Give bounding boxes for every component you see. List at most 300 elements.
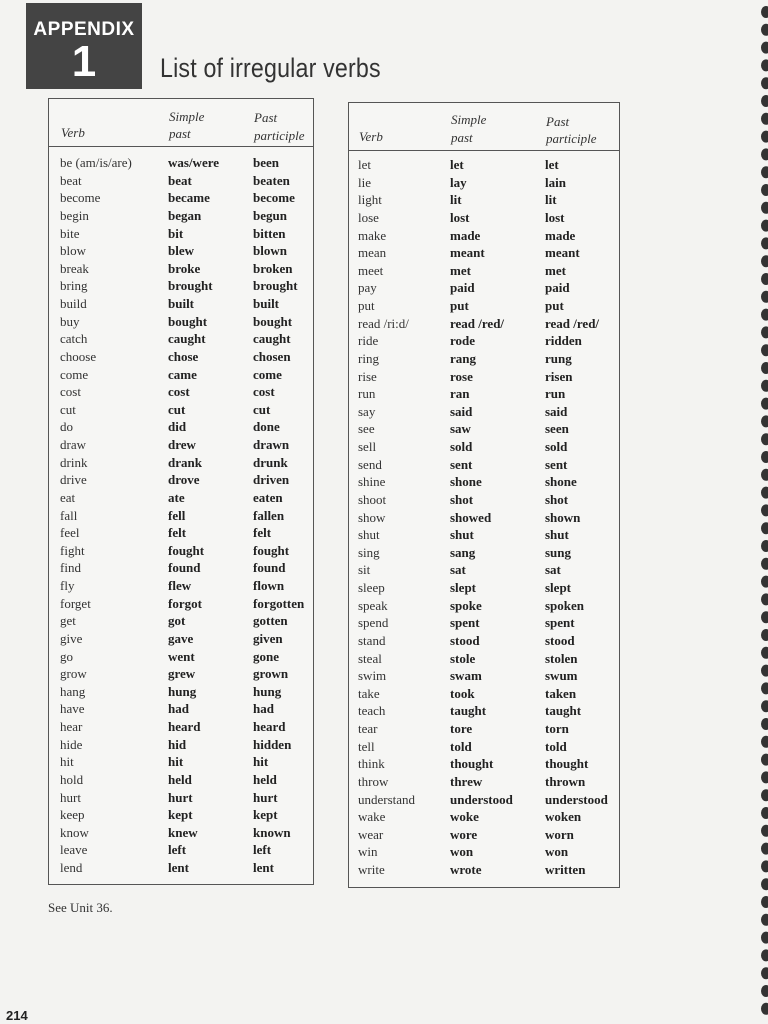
spiral-ring xyxy=(761,896,768,908)
table-row xyxy=(49,542,313,560)
past-participle-cell: stolen xyxy=(545,650,578,666)
simple-past-cell: lit xyxy=(450,192,462,208)
table-row xyxy=(349,685,619,703)
table-header xyxy=(349,103,619,151)
simple-past-cell: meant xyxy=(450,245,485,261)
table-header xyxy=(49,99,313,147)
simple-past-cell: showed xyxy=(450,509,492,525)
verb-cell: hear xyxy=(60,719,83,734)
spiral-ring xyxy=(761,469,768,481)
table-row xyxy=(49,665,313,683)
simple-past-cell: let xyxy=(450,157,464,172)
simple-past-cell: beat xyxy=(168,172,192,188)
spiral-ring xyxy=(761,220,768,232)
verb-cell: wake xyxy=(358,809,386,825)
table-row xyxy=(349,544,619,562)
spiral-ring xyxy=(761,380,768,392)
table-row xyxy=(349,156,619,174)
table-row xyxy=(49,595,313,613)
verb-cell: fly xyxy=(60,578,75,593)
verb-cell: ride xyxy=(358,333,379,349)
table-row xyxy=(349,244,619,262)
verb-cell: build xyxy=(60,296,87,311)
past-participle-cell: gotten xyxy=(253,613,288,629)
verb-cell: lose xyxy=(358,209,379,225)
simple-past-cell: kept xyxy=(168,807,193,823)
table-row xyxy=(349,826,619,844)
past-participle-cell: taught xyxy=(545,703,582,719)
past-participle-cell: shut xyxy=(545,527,569,543)
table-row xyxy=(349,315,619,333)
past-participle-cell: meant xyxy=(545,245,580,261)
past-participle-cell: bought xyxy=(253,313,293,329)
spiral-ring xyxy=(761,202,768,214)
verb-cell: shoot xyxy=(358,491,387,507)
table-row xyxy=(49,789,313,807)
spiral-ring xyxy=(761,647,768,659)
simple-past-cell: built xyxy=(168,296,195,311)
spiral-ring xyxy=(761,771,768,783)
verb-cell: speak xyxy=(358,597,388,613)
table-row xyxy=(49,366,313,384)
spiral-ring xyxy=(761,629,768,641)
table-row xyxy=(49,471,313,489)
table-row xyxy=(49,824,313,842)
verb-cell: write xyxy=(358,862,385,877)
past-participle-cell: heard xyxy=(253,719,286,734)
verb-cell: come xyxy=(60,366,89,382)
spiral-ring xyxy=(761,718,768,730)
verb-cell: spend xyxy=(358,615,389,631)
simple-past-cell: had xyxy=(168,701,189,717)
verb-cell: shine xyxy=(358,474,386,490)
simple-past-cell: went xyxy=(168,648,195,664)
simple-past-cell: taught xyxy=(450,703,487,719)
past-participle-cell: told xyxy=(545,738,567,754)
simple-past-cell: drove xyxy=(168,472,200,488)
past-participle-cell: risen xyxy=(545,368,573,384)
spiral-ring xyxy=(761,24,768,36)
past-participle-cell: caught xyxy=(253,331,291,347)
table-row xyxy=(349,174,619,192)
simple-past-cell: blew xyxy=(168,243,194,259)
spiral-ring xyxy=(761,131,768,143)
verb-cell: drive xyxy=(60,472,87,488)
spiral-ring xyxy=(761,558,768,570)
past-participle-cell: lit xyxy=(545,192,557,208)
spiral-ring xyxy=(761,914,768,926)
table-row xyxy=(349,597,619,615)
table-row xyxy=(349,209,619,227)
verb-cell: say xyxy=(358,403,376,419)
past-participle-cell: drunk xyxy=(253,454,288,470)
simple-past-cell: shut xyxy=(450,527,474,543)
table-row xyxy=(349,332,619,350)
verb-cell: choose xyxy=(60,348,97,364)
header-past-participle-line2: participle xyxy=(254,128,305,143)
table-row xyxy=(49,313,313,331)
past-participle-cell: bitten xyxy=(253,225,286,241)
past-participle-cell: spoken xyxy=(545,597,585,613)
simple-past-cell: read /red/ xyxy=(450,315,505,331)
past-participle-cell: given xyxy=(253,630,283,646)
simple-past-cell: ate xyxy=(168,489,185,505)
spiral-ring xyxy=(761,291,768,303)
table-row xyxy=(49,154,313,172)
past-participle-cell: done xyxy=(253,419,280,435)
past-participle-cell: drawn xyxy=(253,437,290,452)
spiral-ring xyxy=(761,682,768,694)
past-participle-cell: cut xyxy=(253,401,271,417)
past-participle-cell: written xyxy=(545,862,586,877)
simple-past-cell: shot xyxy=(450,491,474,507)
table-row xyxy=(349,191,619,209)
past-participle-cell: read /red/ xyxy=(545,315,600,331)
spiral-ring xyxy=(761,576,768,588)
spiral-ring xyxy=(761,611,768,623)
verb-cell: steal xyxy=(358,650,382,666)
footnote: See Unit 36. xyxy=(48,900,113,915)
spiral-ring xyxy=(761,398,768,410)
simple-past-cell: sold xyxy=(450,439,473,454)
table-row xyxy=(49,630,313,648)
table-row xyxy=(49,172,313,190)
simple-past-cell: held xyxy=(168,771,192,787)
past-participle-cell: made xyxy=(545,227,576,243)
past-participle-cell: grown xyxy=(253,666,289,682)
header-simple-past-line2: past xyxy=(169,126,191,141)
verb-cell: tear xyxy=(358,721,378,736)
spiral-ring xyxy=(761,113,768,125)
simple-past-cell: left xyxy=(168,842,187,858)
verb-cell: bring xyxy=(60,278,88,294)
past-participle-cell: won xyxy=(545,844,569,860)
verb-cell: forget xyxy=(60,595,91,611)
past-participle-cell: felt xyxy=(253,525,272,541)
verb-cell: hit xyxy=(60,754,74,770)
table-row xyxy=(349,791,619,809)
simple-past-cell: spoke xyxy=(450,597,482,613)
verb-cell: shut xyxy=(358,527,380,543)
table-row xyxy=(49,771,313,789)
spiral-ring xyxy=(761,1003,768,1015)
past-participle-cell: broken xyxy=(253,260,293,276)
verb-cell: grow xyxy=(60,666,87,682)
simple-past-cell: was/were xyxy=(168,155,220,170)
simple-past-cell: paid xyxy=(450,280,475,296)
spiral-ring xyxy=(761,789,768,801)
simple-past-cell: sat xyxy=(450,562,466,578)
simple-past-cell: rang xyxy=(450,350,476,366)
verb-cell: rise xyxy=(358,368,377,384)
past-participle-cell: understood xyxy=(545,791,608,807)
table-row xyxy=(349,297,619,315)
simple-past-cell: rose xyxy=(450,368,473,384)
past-participle-cell: ridden xyxy=(545,333,582,349)
page-title: List of irregular verbs xyxy=(160,53,381,83)
simple-past-cell: began xyxy=(168,207,202,223)
verb-cell: keep xyxy=(60,807,85,823)
table-row xyxy=(349,438,619,456)
table-row xyxy=(49,648,313,666)
verb-cell: lie xyxy=(358,174,371,190)
table-row xyxy=(349,526,619,544)
past-participle-cell: blown xyxy=(253,243,287,259)
spiral-ring xyxy=(761,255,768,267)
verb-cell: drink xyxy=(60,454,88,470)
simple-past-cell: told xyxy=(450,738,472,754)
verb-cell: run xyxy=(358,386,376,402)
header-simple-past-line2: past xyxy=(451,130,473,145)
past-participle-cell: thought xyxy=(545,756,589,772)
verb-cell: hurt xyxy=(60,789,81,805)
simple-past-cell: fell xyxy=(168,507,186,523)
spiral-ring xyxy=(761,148,768,160)
verb-cell: buy xyxy=(60,313,80,329)
past-participle-cell: brought xyxy=(253,278,298,294)
simple-past-cell: ran xyxy=(450,386,470,402)
table-row xyxy=(349,702,619,720)
past-participle-cell: built xyxy=(253,296,280,311)
verb-cell: sleep xyxy=(358,580,385,595)
spiral-ring xyxy=(761,736,768,748)
past-participle-cell: found xyxy=(253,560,286,576)
simple-past-cell: understood xyxy=(450,791,513,807)
verb-cell: bite xyxy=(60,225,80,241)
simple-past-cell: stole xyxy=(450,650,476,666)
simple-past-cell: put xyxy=(450,298,469,313)
simple-past-cell: lost xyxy=(450,209,470,225)
past-participle-cell: become xyxy=(253,190,295,206)
table-row xyxy=(49,401,313,419)
past-participle-cell: beaten xyxy=(253,172,290,188)
simple-past-cell: took xyxy=(450,685,475,701)
simple-past-cell: gave xyxy=(168,630,194,646)
spiral-ring xyxy=(761,362,768,374)
past-participle-cell: lain xyxy=(545,174,566,190)
spiral-ring xyxy=(761,95,768,107)
header-simple-past-line1: Simple xyxy=(451,112,487,127)
simple-past-cell: bit xyxy=(168,225,184,241)
spiral-ring xyxy=(761,237,768,249)
spiral-ring xyxy=(761,487,768,499)
verb-cell: have xyxy=(60,701,85,717)
past-participle-cell: seen xyxy=(545,421,569,437)
verb-cell: hide xyxy=(60,736,83,752)
simple-past-cell: hit xyxy=(168,754,184,770)
spiral-ring xyxy=(761,166,768,178)
past-participle-cell: shown xyxy=(545,509,581,525)
table-row xyxy=(49,753,313,771)
past-participle-cell: let xyxy=(545,157,559,172)
simple-past-cell: sang xyxy=(450,544,476,560)
verb-cell: swim xyxy=(358,668,387,684)
header-past-participle-line1: Past xyxy=(546,114,570,129)
verb-cell: feel xyxy=(60,525,80,541)
table-row xyxy=(349,861,619,879)
verb-cell: find xyxy=(60,560,81,576)
past-participle-cell: sold xyxy=(545,439,568,454)
verb-cell: be (am/is/are) xyxy=(60,155,132,170)
simple-past-cell: fought xyxy=(168,542,205,558)
table-row xyxy=(49,242,313,260)
header-verb: Verb xyxy=(359,129,383,144)
table-row xyxy=(349,279,619,297)
verb-cell: sell xyxy=(358,439,377,454)
past-participle-cell: flown xyxy=(253,578,285,593)
verb-cell: fall xyxy=(60,507,78,523)
past-participle-cell: met xyxy=(545,262,566,278)
spiral-ring xyxy=(761,59,768,71)
past-participle-cell: left xyxy=(253,842,272,858)
past-participle-cell: worn xyxy=(545,826,574,842)
verb-cell: stand xyxy=(358,632,386,648)
verb-cell: win xyxy=(358,844,378,860)
simple-past-cell: lay xyxy=(450,174,467,190)
past-participle-cell: begun xyxy=(253,207,287,223)
table-row xyxy=(49,683,313,701)
table-row xyxy=(49,330,313,348)
table-row xyxy=(349,667,619,685)
table-row xyxy=(49,383,313,401)
page-number: 214 xyxy=(6,1008,28,1023)
header-simple-past-line1: Simple xyxy=(169,109,205,124)
past-participle-cell: stood xyxy=(545,632,575,648)
spiral-ring xyxy=(761,504,768,516)
table-row xyxy=(49,718,313,736)
table-row xyxy=(49,700,313,718)
simple-past-cell: shone xyxy=(450,474,482,490)
past-participle-cell: put xyxy=(545,298,564,313)
spiral-ring xyxy=(761,451,768,463)
verb-cell: see xyxy=(358,421,375,437)
table-row xyxy=(49,736,313,754)
spiral-ring xyxy=(761,540,768,552)
past-participle-cell: slept xyxy=(545,580,571,595)
spiral-ring xyxy=(761,273,768,285)
spiral-ring xyxy=(761,949,768,961)
past-participle-cell: come xyxy=(253,366,282,382)
verb-cell: sit xyxy=(358,562,371,578)
table-row xyxy=(49,559,313,577)
spiral-ring xyxy=(761,665,768,677)
spiral-ring xyxy=(761,415,768,427)
verb-cell: send xyxy=(358,456,382,472)
spiral-ring xyxy=(761,42,768,54)
table-row xyxy=(49,507,313,525)
spiral-ring xyxy=(761,184,768,196)
verb-cell: lend xyxy=(60,860,83,875)
verbs-table-right xyxy=(348,102,620,888)
spiral-ring xyxy=(761,843,768,855)
simple-past-cell: forgot xyxy=(168,595,202,611)
verb-cell: fight xyxy=(60,542,85,558)
table-row xyxy=(49,260,313,278)
spiral-ring xyxy=(761,77,768,89)
simple-past-cell: drew xyxy=(168,437,196,452)
table-row xyxy=(349,473,619,491)
verb-cell: mean xyxy=(358,245,387,261)
spiral-ring xyxy=(761,344,768,356)
spiral-ring xyxy=(761,932,768,944)
past-participle-cell: spent xyxy=(545,615,575,631)
past-participle-cell: driven xyxy=(253,472,290,488)
verb-cell: cut xyxy=(60,401,76,417)
simple-past-cell: lent xyxy=(168,860,189,875)
verb-cell: ring xyxy=(358,350,379,366)
verb-cell: break xyxy=(60,260,89,276)
past-participle-cell: swum xyxy=(545,668,578,684)
past-participle-cell: torn xyxy=(545,721,569,736)
verb-cell: hang xyxy=(60,683,86,699)
simple-past-cell: wore xyxy=(450,826,478,842)
table-row xyxy=(349,491,619,509)
past-participle-cell: eaten xyxy=(253,489,283,505)
simple-past-cell: thought xyxy=(450,756,494,772)
table-row xyxy=(49,489,313,507)
table-row xyxy=(49,189,313,207)
verb-cell: read /ri:d/ xyxy=(358,315,409,331)
appendix-label: APPENDIX xyxy=(33,19,135,40)
past-participle-cell: chosen xyxy=(253,348,291,364)
table-row xyxy=(49,207,313,225)
simple-past-cell: heard xyxy=(168,719,201,734)
table-row xyxy=(49,612,313,630)
spiral-ring xyxy=(761,985,768,997)
table-row xyxy=(49,577,313,595)
simple-past-cell: woke xyxy=(450,809,479,825)
simple-past-cell: came xyxy=(168,366,197,382)
verb-cell: become xyxy=(60,190,101,206)
simple-past-cell: threw xyxy=(450,773,483,789)
verb-cell: leave xyxy=(60,842,88,858)
simple-past-cell: saw xyxy=(450,421,471,437)
simple-past-cell: made xyxy=(450,227,481,243)
verb-cell: pay xyxy=(358,280,377,296)
past-participle-cell: kept xyxy=(253,807,278,823)
table-row xyxy=(349,650,619,668)
verb-cell: throw xyxy=(358,773,389,789)
table-row xyxy=(349,808,619,826)
past-participle-cell: had xyxy=(253,701,274,717)
past-participle-cell: been xyxy=(253,155,279,170)
verb-cell: meet xyxy=(358,262,384,278)
table-row xyxy=(49,225,313,243)
past-participle-cell: sent xyxy=(545,456,568,472)
verb-cell: light xyxy=(358,192,382,208)
spiral-ring xyxy=(761,433,768,445)
simple-past-cell: wrote xyxy=(450,862,482,877)
past-participle-cell: hurt xyxy=(253,789,278,805)
simple-past-cell: broke xyxy=(168,260,201,276)
past-participle-cell: lost xyxy=(545,209,565,225)
table-row xyxy=(49,841,313,859)
spiral-ring xyxy=(761,807,768,819)
table-body xyxy=(49,154,313,877)
simple-past-cell: hid xyxy=(168,736,187,752)
spiral-ring xyxy=(761,326,768,338)
table-row xyxy=(49,436,313,454)
simple-past-cell: sent xyxy=(450,456,473,472)
verb-cell: go xyxy=(60,648,73,664)
spiral-binding-icon xyxy=(754,0,768,1024)
past-participle-cell: hit xyxy=(253,754,269,770)
verbs-table-left xyxy=(48,98,314,885)
verb-cell: cost xyxy=(60,384,81,400)
header-verb: Verb xyxy=(61,125,85,140)
simple-past-cell: swam xyxy=(450,668,482,684)
spiral-ring xyxy=(761,878,768,890)
